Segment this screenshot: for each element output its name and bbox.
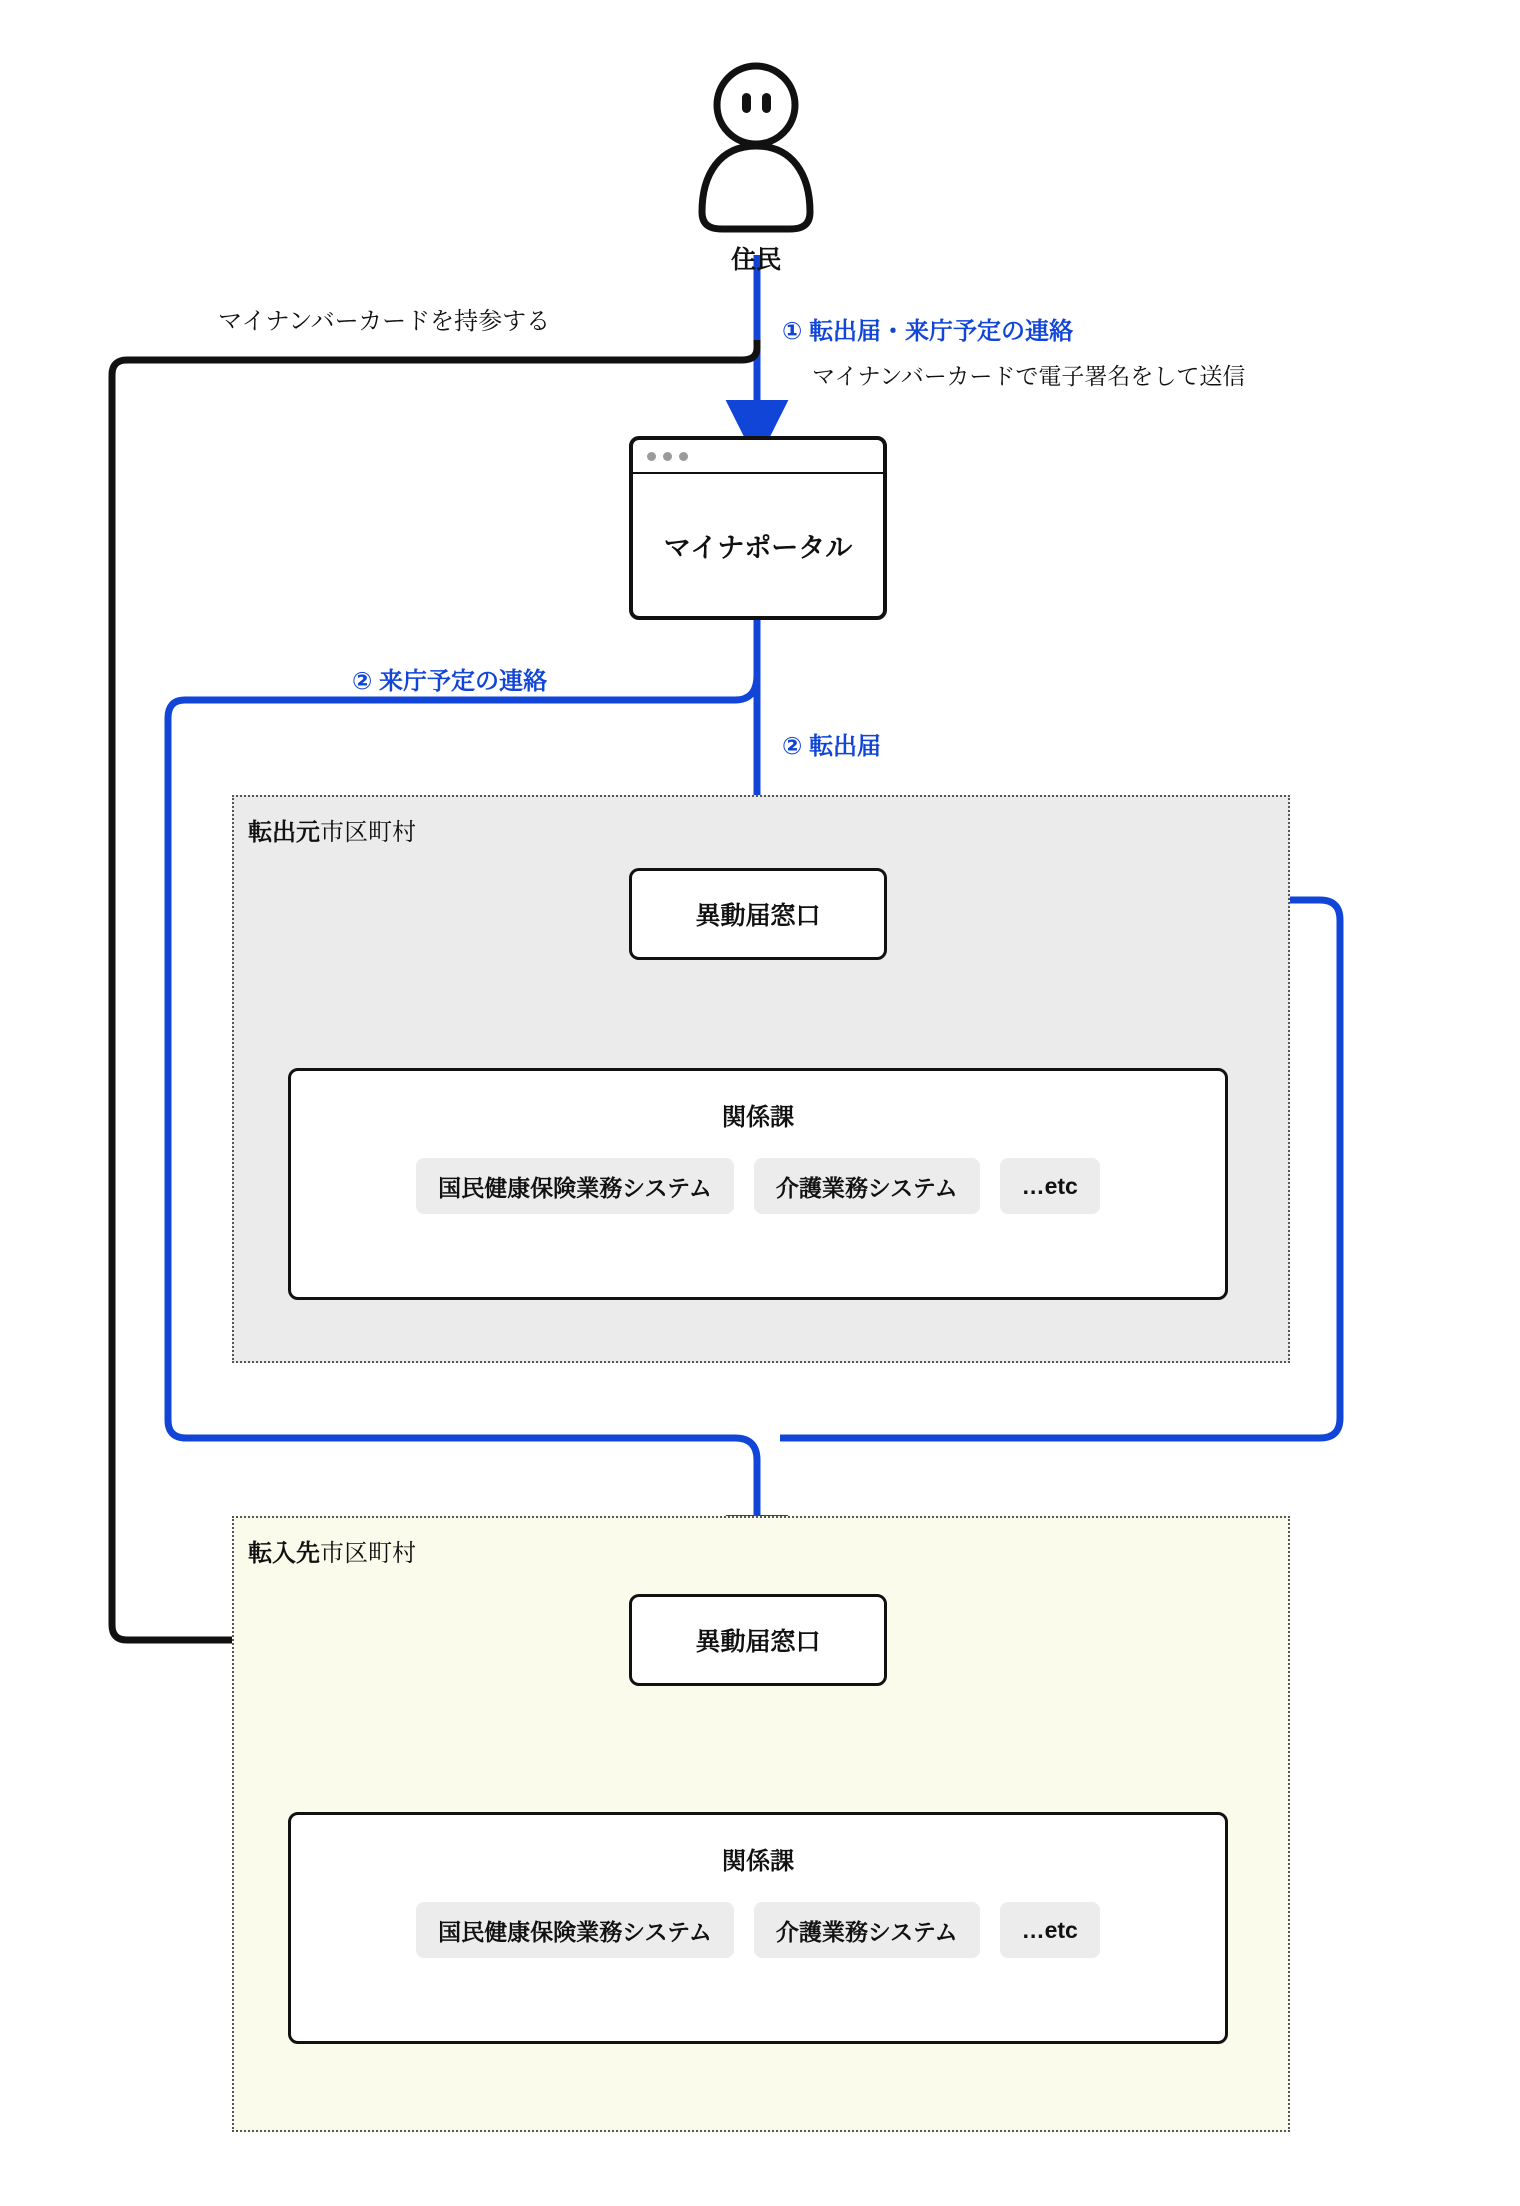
flow-label-step1: ① 転出届・来庁予定の連絡 [782,318,1073,345]
group-destination-title [248,1533,416,1568]
destination-department-title: 関係課 [722,1848,794,1875]
window-dot-icon [663,452,672,461]
source-counter-box[interactable]: 異動届窓口 [629,868,887,960]
flow-sublabel-step1: マイナンバーカードで電子署名をして送信 [812,363,1246,389]
group-destination-title-strong: 転入先 [248,1540,320,1567]
portal-window[interactable] [629,436,887,620]
person-icon [676,60,836,235]
source-department-title: 関係課 [722,1104,794,1131]
group-destination-title-rest: 市区町村 [320,1540,416,1567]
destination-system-chip[interactable]: 国民健康保険業務システム [416,1902,734,1958]
flow-label-bring-card: マイナンバーカードを持参する [218,308,551,335]
flow-label-step2-visit: ② 来庁予定の連絡 [352,668,547,695]
destination-system-chip-row [291,1902,1225,1958]
portal-label: マイナポータル [663,532,853,563]
window-dot-icon [647,452,656,461]
window-titlebar [633,440,883,474]
group-source-title-rest: 市区町村 [320,819,416,846]
destination-system-chip[interactable]: 介護業務システム [754,1902,980,1958]
source-system-chip[interactable]: …etc [1000,1158,1100,1214]
source-system-chip-row [291,1158,1225,1214]
group-source-title-strong: 転出元 [248,819,320,846]
group-source-title [248,812,416,847]
source-department-panel [288,1068,1228,1300]
window-dot-icon [679,452,688,461]
actor-label: 住民 [730,246,781,274]
source-system-chip[interactable]: 国民健康保険業務システム [416,1158,734,1214]
destination-system-chip[interactable]: …etc [1000,1902,1100,1958]
source-system-chip[interactable]: 介護業務システム [754,1158,980,1214]
destination-department-panel [288,1812,1228,2044]
destination-counter-box[interactable]: 異動届窓口 [629,1594,887,1686]
flow-label-step2-moveout: ② 転出届 [782,733,881,760]
